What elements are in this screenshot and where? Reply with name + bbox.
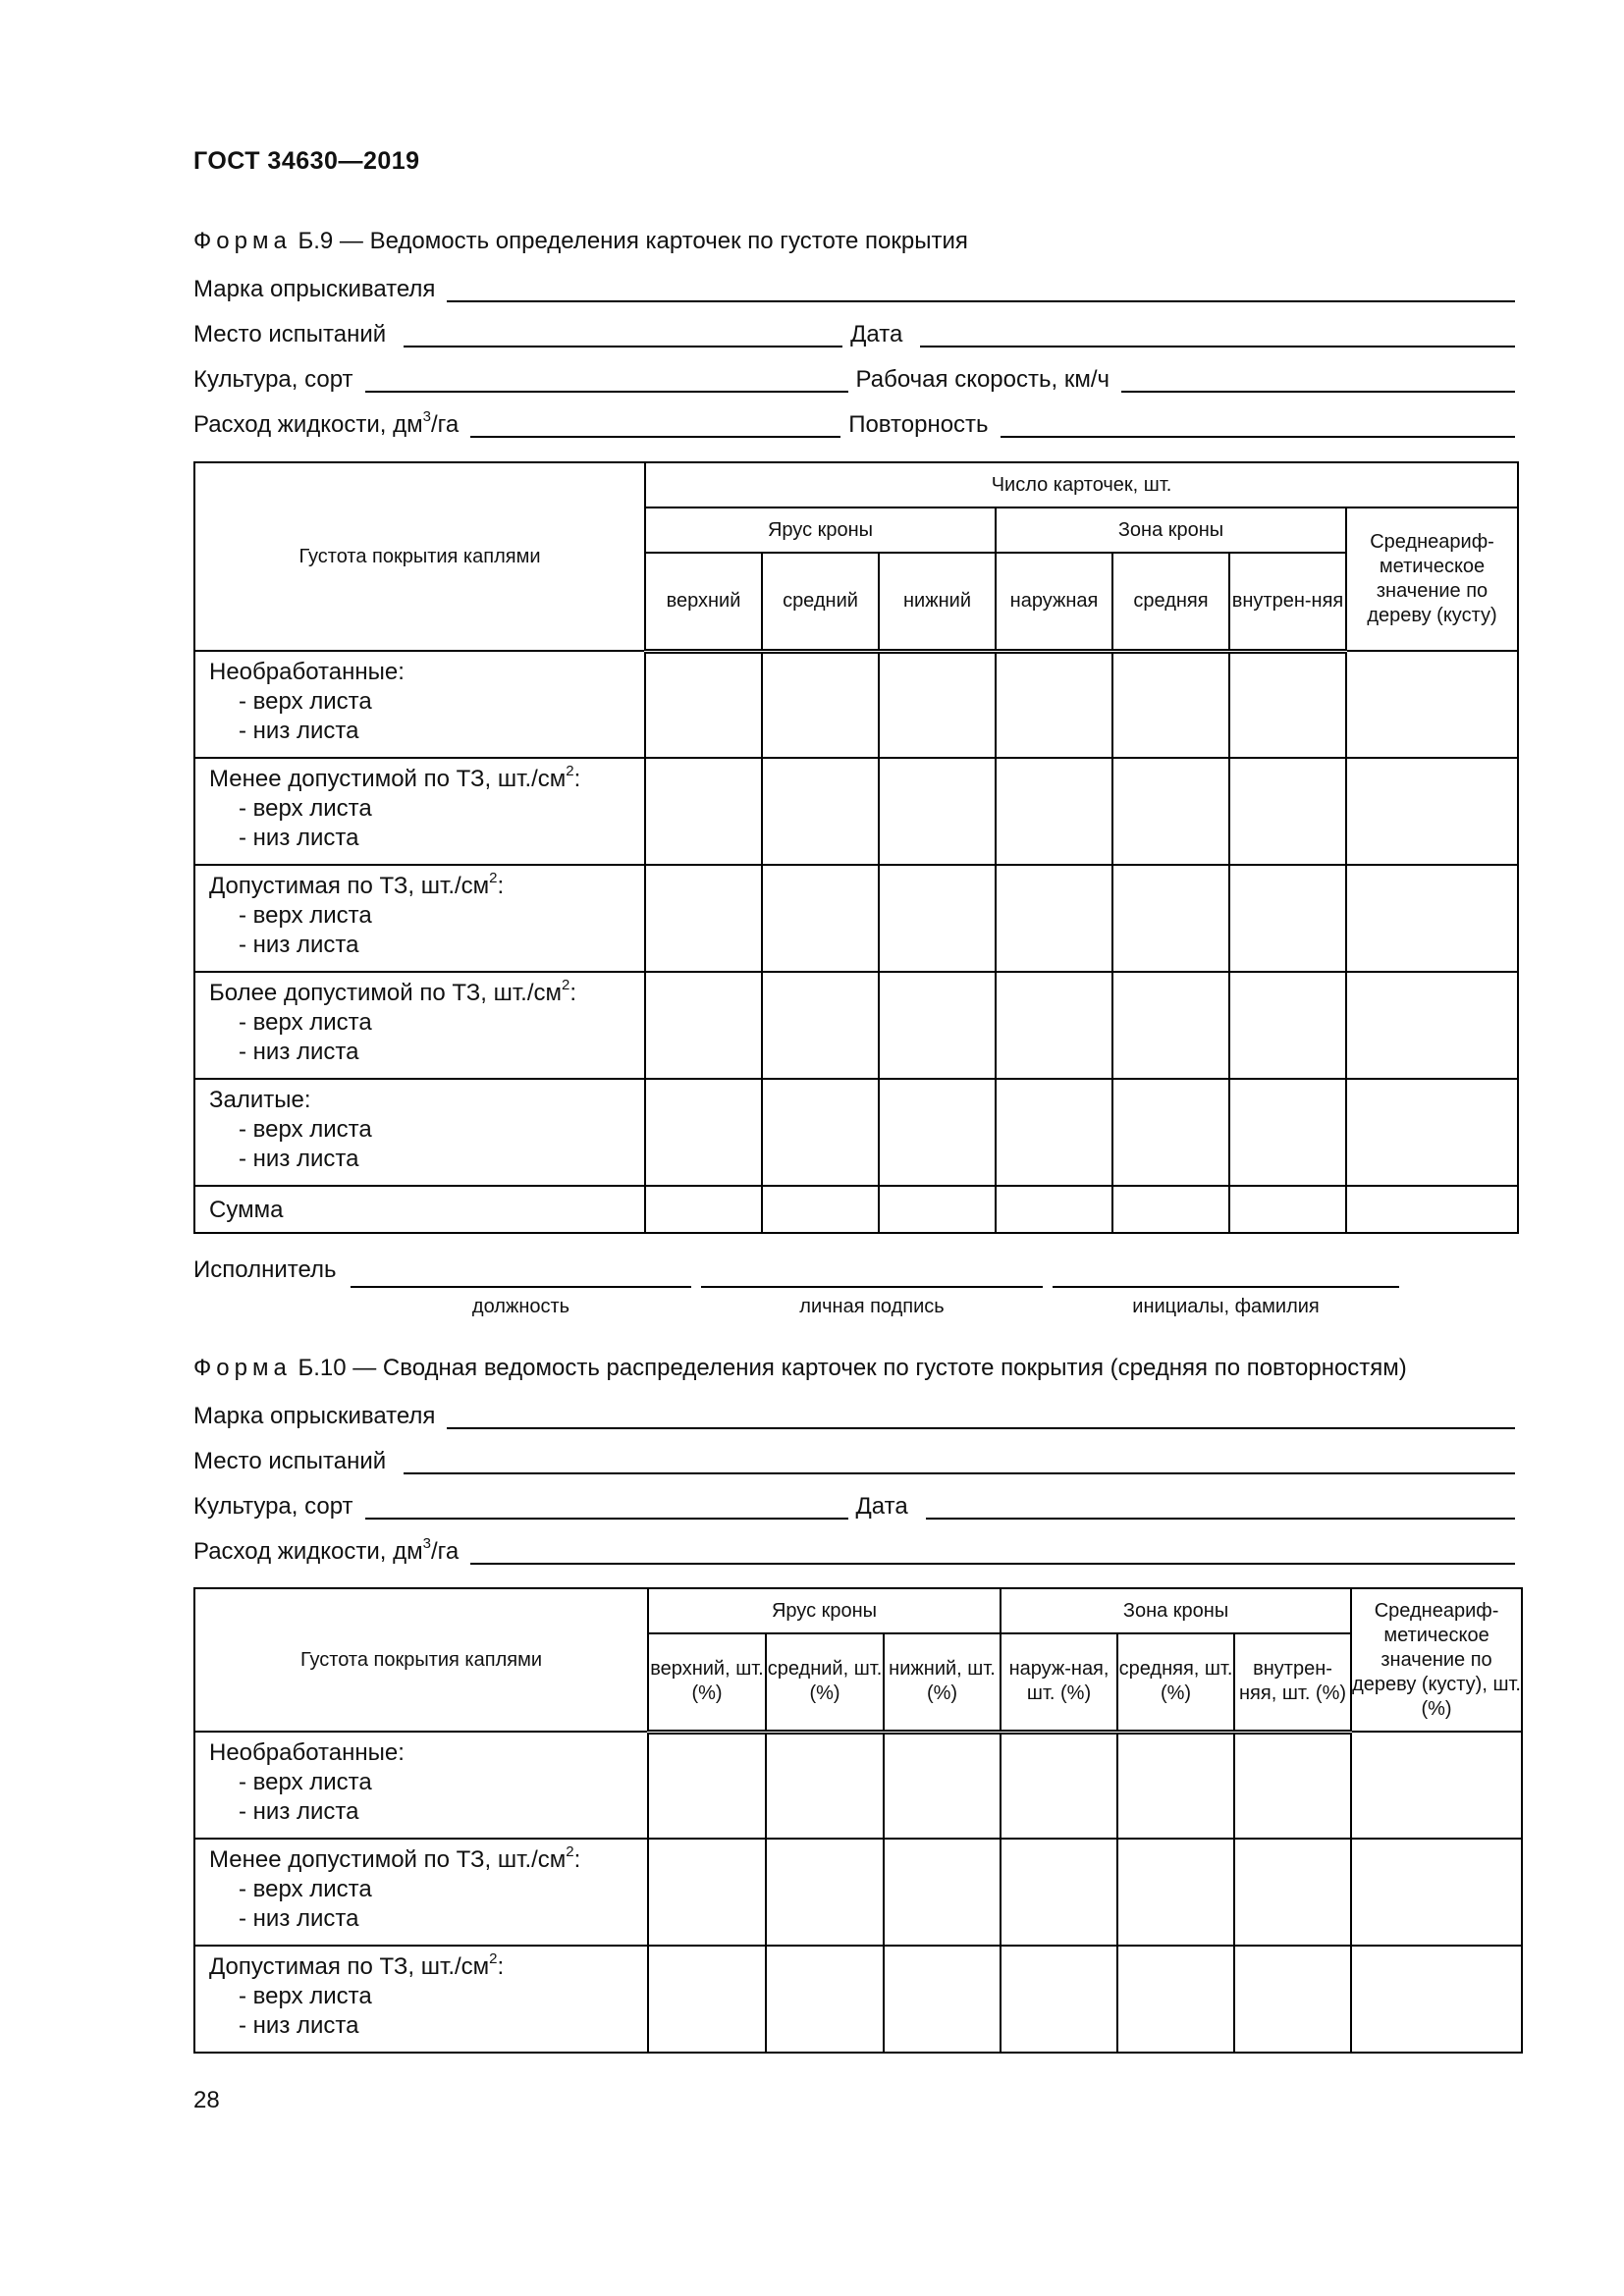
b9-speed-field[interactable]: [1121, 367, 1515, 393]
table-cell[interactable]: [1117, 1946, 1234, 2053]
table-cell[interactable]: [879, 865, 996, 972]
b10-flow-label: Расход жидкости, $дм^3/га$: [193, 1535, 460, 1565]
form-b10-prefix: Форма: [193, 1355, 292, 1381]
b9-row-label-above: Более допустимой по ТЗ, $шт./см^2$: - верх листа - низ листа: [194, 972, 645, 1079]
table-cell[interactable]: [1234, 1732, 1351, 1839]
table-row: [194, 972, 1518, 1079]
table-cell[interactable]: [648, 1732, 766, 1839]
table-cell[interactable]: [879, 758, 996, 865]
table-cell[interactable]: [762, 758, 879, 865]
page-number: 28: [193, 2087, 220, 2113]
table-cell[interactable]: [1346, 865, 1518, 972]
table-cell[interactable]: [1229, 1186, 1346, 1233]
table-cell[interactable]: [996, 651, 1112, 758]
b9-date-field[interactable]: [920, 322, 1515, 347]
table-cell[interactable]: [1117, 1839, 1234, 1946]
table-cell[interactable]: [762, 865, 879, 972]
table-cell[interactable]: [996, 758, 1112, 865]
form-b10-table: [193, 1587, 1523, 2054]
form-b10-heading: [193, 1355, 1407, 1382]
table-cell[interactable]: [884, 1839, 1001, 1946]
b9-row-label-flooded: Залитые: - верх листа - низ листа: [194, 1079, 645, 1186]
table-cell[interactable]: [1351, 1732, 1522, 1839]
table-cell[interactable]: [1001, 1946, 1117, 2053]
b9-header-count: Число карточек, шт.: [645, 462, 1518, 507]
b9-header-inner: внутрен-няя: [1229, 553, 1346, 651]
b9-row-label-untreated: Необработанные: - верх листа - низ листа: [194, 651, 645, 758]
table-cell[interactable]: [1229, 1079, 1346, 1186]
table-cell[interactable]: [645, 865, 762, 972]
table-cell[interactable]: [879, 651, 996, 758]
table-row: [194, 1186, 1518, 1233]
table-row: [194, 865, 1518, 972]
b9-culture-field[interactable]: [365, 367, 848, 393]
b10-header-inner: внутрен-няя, шт. (%): [1234, 1633, 1351, 1732]
table-cell[interactable]: [879, 972, 996, 1079]
b9-sprayer-field[interactable]: [447, 277, 1515, 302]
table-cell[interactable]: [879, 1186, 996, 1233]
b9-row-label-permissible: Допустимая по ТЗ, $шт./см^2$: - верх листа - низ листа: [194, 865, 645, 972]
b10-date-field[interactable]: [926, 1494, 1515, 1520]
b10-header-mean: Среднеариф-метическое значение по дереву (кусту), шт. (%): [1351, 1588, 1522, 1732]
b9-header-mid-zone: средняя: [1112, 553, 1229, 651]
table-cell[interactable]: [1351, 1839, 1522, 1946]
position-caption: должность: [471, 1296, 570, 1317]
table-cell[interactable]: [879, 1079, 996, 1186]
table-cell[interactable]: [1229, 972, 1346, 1079]
table-cell[interactable]: [1112, 972, 1229, 1079]
table-cell[interactable]: [884, 1946, 1001, 2053]
name-caption: инициалы, фамилия: [1132, 1296, 1320, 1317]
table-cell[interactable]: [1229, 865, 1346, 972]
b10-header-zone: Зона кроны: [1001, 1588, 1351, 1633]
b9-sprayer-row: [193, 271, 1515, 302]
b9-place-field[interactable]: [404, 322, 842, 347]
b9-date-label: Дата: [850, 321, 903, 347]
b9-place-date-row: [193, 316, 1515, 347]
table-cell[interactable]: [1234, 1946, 1351, 2053]
b10-sprayer-label: Марка опрыскивателя: [193, 1403, 436, 1429]
b9-speed-label: Рабочая скорость, км/ч: [855, 366, 1110, 393]
signature-caption: личная подпись: [799, 1296, 945, 1317]
b10-header-density: Густота покрытия каплями: [194, 1588, 648, 1732]
table-row: [194, 1946, 1522, 2053]
table-cell[interactable]: [1112, 651, 1229, 758]
table-cell[interactable]: [645, 1079, 762, 1186]
table-cell[interactable]: [762, 1079, 879, 1186]
document-title: ГОСТ 34630—2019: [193, 147, 420, 175]
b10-row-label-untreated: Необработанные: - верх листа - низ листа: [194, 1732, 648, 1839]
form-b9-heading: [193, 228, 968, 255]
b10-flow-row: [193, 1533, 1515, 1565]
table-cell[interactable]: [996, 972, 1112, 1079]
b9-header-tier: Ярус кроны: [645, 507, 996, 553]
table-row: [194, 651, 1518, 758]
table-cell[interactable]: [1229, 758, 1346, 865]
b9-place-label: Место испытаний: [193, 321, 387, 347]
b9-row-label-sum: Сумма: [194, 1186, 645, 1233]
b9-repeat-field[interactable]: [1001, 412, 1515, 438]
b10-sprayer-row: [193, 1398, 1515, 1429]
form-b10-title: Б.10 — Сводная ведомость распределения карточек по густоте покрытия (средняя по повторностям): [298, 1355, 1407, 1381]
b10-sprayer-field[interactable]: [447, 1404, 1515, 1429]
b9-header-lower: нижний: [879, 553, 996, 651]
table-cell[interactable]: [645, 758, 762, 865]
b9-flow-label: Расход жидкости, $дм^3/га$: [193, 408, 460, 438]
table-cell[interactable]: [1346, 758, 1518, 865]
b9-flow-repeat-row: [193, 406, 1515, 438]
table-row: [194, 758, 1518, 865]
b10-header-upper: верхний, шт. (%): [648, 1633, 766, 1732]
b9-flow-field[interactable]: [470, 412, 840, 438]
table-cell[interactable]: [996, 1079, 1112, 1186]
table-cell[interactable]: [1346, 972, 1518, 1079]
b10-header-mid-zone: средняя, шт. (%): [1117, 1633, 1234, 1732]
table-row: [194, 1839, 1522, 1946]
table-cell[interactable]: [766, 1946, 884, 2053]
b10-row-label-below: Менее допустимой по ТЗ, $шт./см^2$: - верх листа - низ листа: [194, 1839, 648, 1946]
table-cell[interactable]: [645, 651, 762, 758]
name-field[interactable]: [1053, 1286, 1399, 1288]
b9-row-label-below: Менее допустимой по ТЗ, $шт./см^2$: - верх листа - низ листа: [194, 758, 645, 865]
b10-culture-field[interactable]: [365, 1494, 848, 1520]
table-cell[interactable]: [648, 1946, 766, 2053]
b9-repeat-label: Повторность: [848, 411, 989, 438]
table-row: [194, 1732, 1522, 1839]
b10-row-label-permissible: Допустимая по ТЗ, $шт./см^2$: - верх листа - низ листа: [194, 1946, 648, 2053]
b10-flow-field[interactable]: [470, 1539, 1515, 1565]
table-cell[interactable]: [645, 1186, 762, 1233]
b10-place-field[interactable]: [404, 1449, 1515, 1474]
table-cell[interactable]: [766, 1839, 884, 1946]
b10-header-middle: средний, шт. (%): [766, 1633, 884, 1732]
table-cell[interactable]: [1112, 1186, 1229, 1233]
table-cell[interactable]: [645, 972, 762, 1079]
personal-signature-field[interactable]: [701, 1286, 1043, 1288]
table-cell[interactable]: [762, 1186, 879, 1233]
table-cell[interactable]: [1112, 865, 1229, 972]
table-cell[interactable]: [762, 651, 879, 758]
form-b9-title: Б.9 — Ведомость определения карточек по густоте покрытия: [298, 228, 968, 254]
b9-culture-speed-row: [193, 361, 1515, 393]
form-b9-prefix: Форма: [193, 228, 292, 254]
table-cell[interactable]: [1346, 1079, 1518, 1186]
table-cell[interactable]: [884, 1732, 1001, 1839]
table-row: [194, 1079, 1518, 1186]
b9-header-upper: верхний: [645, 553, 762, 651]
b9-header-density: Густота покрытия каплями: [194, 462, 645, 651]
table-cell[interactable]: [1346, 1186, 1518, 1233]
table-cell[interactable]: [1351, 1946, 1522, 2053]
table-cell[interactable]: [762, 972, 879, 1079]
b10-header-lower: нижний, шт. (%): [884, 1633, 1001, 1732]
b10-header-outer: наруж-ная, шт. (%): [1001, 1633, 1117, 1732]
b10-culture-date-row: [193, 1488, 1515, 1520]
b9-sprayer-label: Марка опрыскивателя: [193, 276, 436, 302]
table-cell[interactable]: [1229, 651, 1346, 758]
b10-culture-label: Культура, сорт: [193, 1493, 353, 1520]
table-cell[interactable]: [766, 1732, 884, 1839]
table-cell[interactable]: [1346, 651, 1518, 758]
executor-label: Исполнитель: [193, 1256, 337, 1283]
signature-block: [193, 1256, 1411, 1325]
b9-header-middle: средний: [762, 553, 879, 651]
table-cell[interactable]: [1234, 1839, 1351, 1946]
b10-header-tier: Ярус кроны: [648, 1588, 1001, 1633]
table-cell[interactable]: [1112, 1079, 1229, 1186]
table-cell[interactable]: [1117, 1732, 1234, 1839]
position-field[interactable]: [351, 1286, 691, 1288]
form-b9-table: [193, 461, 1519, 1234]
table-cell[interactable]: [996, 1186, 1112, 1233]
b9-culture-label: Культура, сорт: [193, 366, 353, 393]
table-cell[interactable]: [1001, 1839, 1117, 1946]
table-cell[interactable]: [1001, 1732, 1117, 1839]
b10-place-label: Место испытаний: [193, 1448, 387, 1474]
table-cell[interactable]: [648, 1839, 766, 1946]
b9-header-mean: Среднеариф-метическое значение по дереву (кусту): [1346, 507, 1518, 651]
b9-header-zone: Зона кроны: [996, 507, 1346, 553]
table-cell[interactable]: [996, 865, 1112, 972]
table-cell[interactable]: [1112, 758, 1229, 865]
b10-place-row: [193, 1443, 1515, 1474]
b10-date-label: Дата: [855, 1493, 908, 1520]
b9-header-outer: наружная: [996, 553, 1112, 651]
